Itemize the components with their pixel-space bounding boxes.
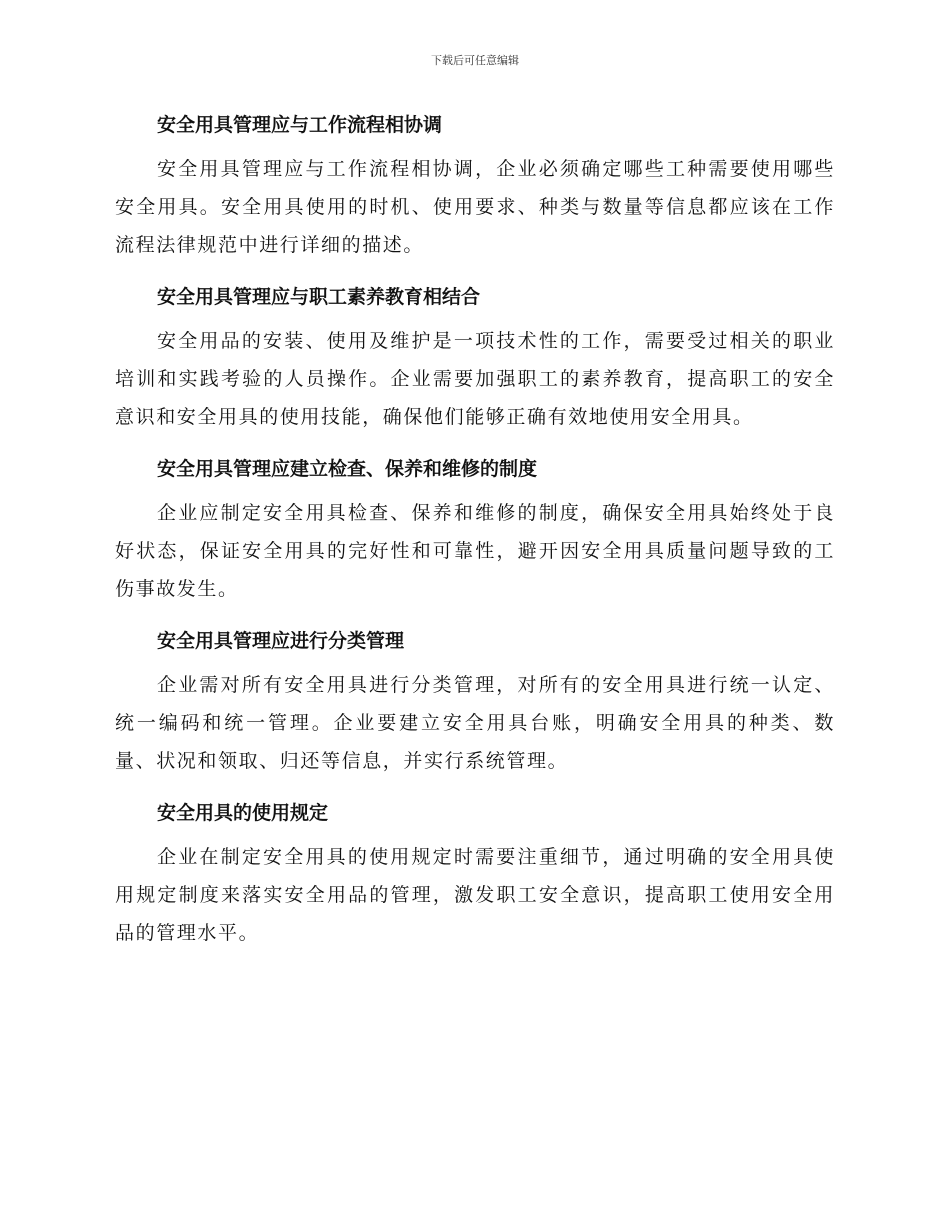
section-paragraph: 安全用具管理应与工作流程相协调，企业必须确定哪些工种需要使用哪些安全用具。安全用具使用的时机、使用要求、种类与数量等信息都应该在工作流程法律规范中进行详细的描述。 bbox=[115, 158, 835, 256]
section-paragraph: 企业需对所有安全用具进行分类管理，对所有的安全用具进行统一认定、统一编码和统一管理。企业要建立安全用具台账，明确安全用具的种类、数量、状况和领取、归还等信息，并实行系统管理。 bbox=[115, 674, 835, 772]
section-3 bbox=[115, 454, 835, 608]
document-body bbox=[115, 110, 835, 970]
section-5 bbox=[115, 798, 835, 952]
section-paragraph: 企业在制定安全用具的使用规定时需要注重细节，通过明确的安全用具使用规定制度来落实安全用品的管理，激发职工安全意识，提高职工使用安全用品的管理水平。 bbox=[115, 846, 835, 944]
section-2 bbox=[115, 282, 835, 436]
section-heading: 安全用具管理应进行分类管理 bbox=[157, 630, 405, 652]
section-heading: 安全用具管理应与工作流程相协调 bbox=[157, 114, 443, 136]
section-heading: 安全用具的使用规定 bbox=[157, 802, 329, 824]
section-heading: 安全用具管理应与职工素养教育相结合 bbox=[157, 286, 481, 308]
section-4 bbox=[115, 626, 835, 780]
section-heading: 安全用具管理应建立检查、保养和维修的制度 bbox=[157, 458, 538, 480]
page-header: 下载后可任意编辑 bbox=[431, 54, 519, 67]
section-paragraph: 企业应制定安全用具检查、保养和维修的制度，确保安全用具始终处于良好状态，保证安全用具的完好性和可靠性，避开因安全用具质量问题导致的工伤事故发生。 bbox=[115, 502, 835, 600]
section-1 bbox=[115, 110, 835, 264]
section-paragraph: 安全用品的安装、使用及维护是一项技术性的工作，需要受过相关的职业培训和实践考验的人员操作。企业需要加强职工的素养教育，提高职工的安全意识和安全用具的使用技能，确保他们能够正确有效地使用安全用具。 bbox=[115, 330, 835, 428]
